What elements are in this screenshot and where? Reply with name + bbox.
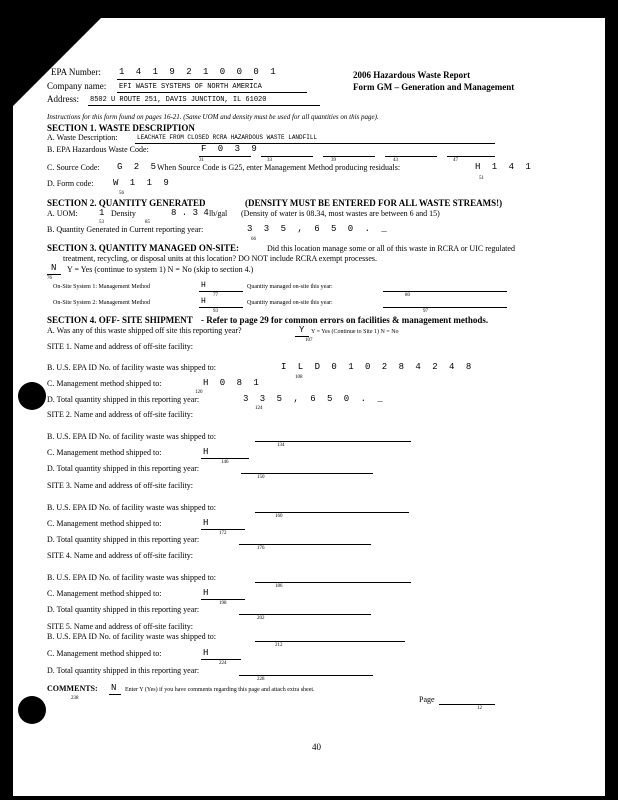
site5-quantity-sub: 228	[257, 677, 265, 682]
onsite-system1-underline	[199, 291, 243, 292]
density-label: Density	[111, 209, 136, 218]
site3-epa-id-label: B. U.S. EPA ID No. of facility waste was shipped to:	[47, 503, 217, 512]
code-sub-2: 33	[267, 158, 272, 163]
site2-title: SITE 2. Name and address of off-site facility:	[47, 410, 194, 419]
page-corner-shadow	[13, 18, 101, 106]
site1-epa-id-value: I L D 0 1 0 2 8 4 2 4 8	[281, 362, 475, 372]
onsite-system2-qty-sub: 97	[423, 309, 428, 314]
site4-quantity-label: D. Total quantity shipped in this reporting year:	[47, 605, 200, 614]
site1-epa-id-label: B. U.S. EPA ID No. of facility waste was shipped to:	[47, 363, 217, 372]
onsite-answer-value: N	[51, 263, 57, 273]
residual-sub: 51	[479, 176, 484, 181]
offsite-answer-note: Y = Yes (Continue to Site 1) N = No	[311, 329, 399, 335]
site3-quantity-sub: 176	[257, 546, 265, 551]
site1-epa-id-sub: 108	[295, 375, 303, 380]
quantity-generated-label: B. Quantity Generated in Current reporting year:	[47, 225, 204, 234]
site4-epa-id-underline	[255, 582, 411, 583]
onsite-system2-underline	[199, 307, 243, 308]
site4-epa-id-label: B. U.S. EPA ID No. of facility waste was shipped to:	[47, 573, 217, 582]
onsite-system2-prefix: H	[201, 297, 206, 306]
onsite-answer-sub: 76	[47, 276, 52, 281]
form-title: Form GM – Generation and Management	[353, 82, 515, 92]
site4-method-value: H	[203, 588, 209, 598]
site2-quantity-underline	[241, 473, 373, 474]
site3-epa-id-sub: 160	[275, 514, 283, 519]
report-title: 2006 Hazardous Waste Report	[353, 70, 471, 80]
form-page	[13, 18, 605, 796]
hazardous-code-underline-5	[447, 156, 495, 157]
page-underline	[439, 704, 495, 705]
site5-method-value: H	[203, 648, 209, 658]
comments-text: Enter Y (Yes) if you have comments regarding this page and attach extra sheet.	[125, 687, 315, 693]
density-unit: lb/gal	[209, 209, 228, 218]
code-sub-1: 31	[199, 158, 204, 163]
section2-heading: SECTION 2. QUANTITY GENERATED	[47, 198, 206, 208]
comments-sub: 238	[71, 696, 79, 701]
punch-hole-upper	[18, 382, 46, 410]
site2-epa-id-label: B. U.S. EPA ID No. of facility waste was shipped to:	[47, 432, 217, 441]
offsite-question: A. Was any of this waste shipped off site this reporting year?	[47, 326, 242, 335]
epa-number-value: 1 4 1 9 2 1 0 0 0 1	[119, 67, 279, 77]
hazardous-code-underline-2	[261, 156, 313, 157]
offsite-answer-sub: 107	[305, 338, 313, 343]
section3-question-2: treatment, recycling, or disposal units at this location? DO NOT include RCRA exempt processes.	[63, 254, 378, 263]
comments-underline	[109, 694, 121, 695]
site2-method-sub: 146	[221, 460, 229, 465]
page-label: Page	[419, 695, 435, 704]
section3-question: Did this location manage some or all of this waste in RCRA or UIC regulated	[267, 244, 515, 253]
uom-sub: 53	[99, 220, 104, 225]
site5-title: SITE 5. Name and address of off-site facility:	[47, 622, 194, 631]
code-sub-5: 47	[453, 158, 458, 163]
residual-method-value: H 1 4 1	[475, 162, 534, 172]
site2-quantity-label: D. Total quantity shipped in this reporting year:	[47, 464, 200, 473]
density-value: 8 . 3 4	[171, 208, 209, 218]
company-underline	[117, 92, 307, 93]
site2-method-underline	[201, 458, 249, 459]
site2-method-value: H	[203, 447, 209, 457]
company-label: Company name:	[47, 81, 107, 91]
section4-heading: SECTION 4. OFF- SITE SHIPMENT	[47, 315, 193, 325]
site1-method-sub: 120	[195, 390, 203, 395]
site5-epa-id-sub: 212	[275, 643, 283, 648]
code-sub-4: 43	[393, 158, 398, 163]
site3-method-label: C. Management method shipped to:	[47, 519, 162, 528]
site4-method-underline	[201, 599, 245, 600]
punch-hole-lower	[18, 696, 46, 724]
hazardous-code-underline-1	[199, 156, 251, 157]
onsite-system2-label: On-Site System 2: Management Method	[53, 300, 150, 306]
site2-method-label: C. Management method shipped to:	[47, 448, 162, 457]
onsite-system1-qty-underline	[383, 291, 507, 292]
source-code-label: C. Source Code:	[47, 163, 100, 172]
waste-description-value: LEACHATE FROM CLOSED RCRA HAZARDOUS WASTE LANDFILL	[137, 134, 318, 141]
site3-title: SITE 3. Name and address of off-site facility:	[47, 481, 194, 490]
site4-method-label: C. Management method shipped to:	[47, 589, 162, 598]
section4-heading-note: - Refer to page 29 for common errors on facilities & management methods.	[201, 315, 489, 325]
source-code-value: G 2 5	[117, 162, 160, 172]
site3-epa-id-underline	[255, 512, 409, 513]
site3-method-value: H	[203, 518, 209, 528]
onsite-system2-sub: 93	[213, 309, 218, 314]
form-code-sub: 56	[119, 191, 124, 196]
address-underline	[88, 105, 320, 106]
site2-epa-id-sub: 134	[277, 443, 285, 448]
comments-label: COMMENTS:	[47, 684, 98, 693]
uom-value: 1	[99, 208, 105, 218]
site1-quantity-value: 3 3 5 , 6 5 0 . _	[243, 394, 386, 404]
company-value: EFI WASTE SYSTEMS OF NORTH AMERICA	[119, 83, 262, 91]
hazardous-code-underline-3	[323, 156, 375, 157]
onsite-answer-text: Y = Yes (continue to system 1) N = No (skip to section 4.)	[67, 265, 254, 274]
form-code-value: W 1 1 9	[113, 178, 172, 188]
hazardous-code-value: F 0 3 9	[201, 144, 260, 154]
site3-method-sub: 172	[219, 531, 227, 536]
site1-title: SITE 1. Name and address of off-site facility:	[47, 342, 194, 351]
instructions: Instructions for this form found on pages 16-21. (Same UOM and density must be used for all quantities on this page).	[47, 113, 379, 121]
epa-number-underline	[117, 79, 253, 80]
site5-epa-id-underline	[255, 641, 405, 642]
site1-quantity-label: D. Total quantity shipped in this reporting year:	[47, 395, 200, 404]
site5-method-sub: 224	[219, 661, 227, 666]
offsite-answer-value: Y	[299, 325, 305, 335]
onsite-system1-prefix: H	[201, 281, 206, 290]
quantity-generated-sub: 66	[251, 237, 256, 242]
onsite-system1-label: On-Site System 1: Management Method	[53, 284, 150, 290]
site5-method-underline	[201, 659, 241, 660]
site1-quantity-sub: 124	[255, 406, 263, 411]
density-note: (Density of water is 08.34, most wastes are between 6 and 15)	[241, 209, 440, 218]
form-code-label: D. Form code:	[47, 179, 94, 188]
site4-title: SITE 4. Name and address of off-site facility:	[47, 551, 194, 560]
site3-quantity-label: D. Total quantity shipped in this reporting year:	[47, 535, 200, 544]
section3-heading: SECTION 3. QUANTITY MANAGED ON-SITE:	[47, 243, 239, 253]
source-code-text: When Source Code is G25, enter Management Method producing residuals:	[157, 163, 401, 172]
quantity-generated-value: 3 3 5 , 6 5 0 . _	[247, 224, 390, 234]
address-label: Address:	[47, 94, 79, 104]
site4-epa-id-sub: 186	[275, 584, 283, 589]
onsite-answer-underline	[47, 274, 61, 275]
site1-method-value: H 0 8 1	[203, 378, 262, 388]
site5-quantity-label: D. Total quantity shipped in this reporting year:	[47, 666, 200, 675]
comments-value: N	[111, 683, 117, 693]
site4-method-sub: 198	[219, 601, 227, 606]
site3-method-underline	[201, 529, 245, 530]
density-sub: 85	[145, 220, 150, 225]
site3-quantity-underline	[239, 544, 371, 545]
site2-quantity-sub: 150	[257, 475, 265, 480]
onsite-system2-qty-underline	[383, 307, 507, 308]
offsite-answer-underline	[295, 336, 309, 337]
waste-description-underline	[135, 143, 495, 144]
site5-method-label: C. Management method shipped to:	[47, 649, 162, 658]
site4-quantity-underline	[239, 614, 371, 615]
waste-description-label: A. Waste Description:	[47, 133, 118, 142]
onsite-system1-sub: 77	[213, 293, 218, 298]
uom-label: A. UOM:	[47, 209, 78, 218]
hazardous-code-underline-4	[385, 156, 437, 157]
code-sub-3: 39	[331, 158, 336, 163]
site5-epa-id-label: B. U.S. EPA ID No. of facility waste was shipped to:	[47, 632, 217, 641]
page-sub: 12	[477, 706, 482, 711]
section1-heading: SECTION 1. WASTE DESCRIPTION	[47, 123, 195, 133]
address-value: 8502 U ROUTE 251, DAVIS JUNCTION, IL 61020	[90, 96, 267, 104]
section2-heading-note: (DENSITY MUST BE ENTERED FOR ALL WASTE STREAMS!)	[245, 198, 503, 208]
site2-epa-id-underline	[255, 441, 411, 442]
site1-method-label: C. Management method shipped to:	[47, 379, 162, 388]
onsite-system2-qty-label: Quantity managed on-site this year:	[247, 300, 333, 306]
onsite-system1-qty-sub: 80	[405, 293, 410, 298]
onsite-system1-qty-label: Quantity managed on-site this year:	[247, 284, 333, 290]
hazardous-code-label: B. EPA Hazardous Waste Code:	[47, 145, 149, 154]
epa-number-label: EPA Number:	[51, 67, 101, 77]
site5-quantity-underline	[239, 675, 373, 676]
site4-quantity-sub: 202	[257, 616, 265, 621]
page-number: 40	[312, 742, 321, 752]
